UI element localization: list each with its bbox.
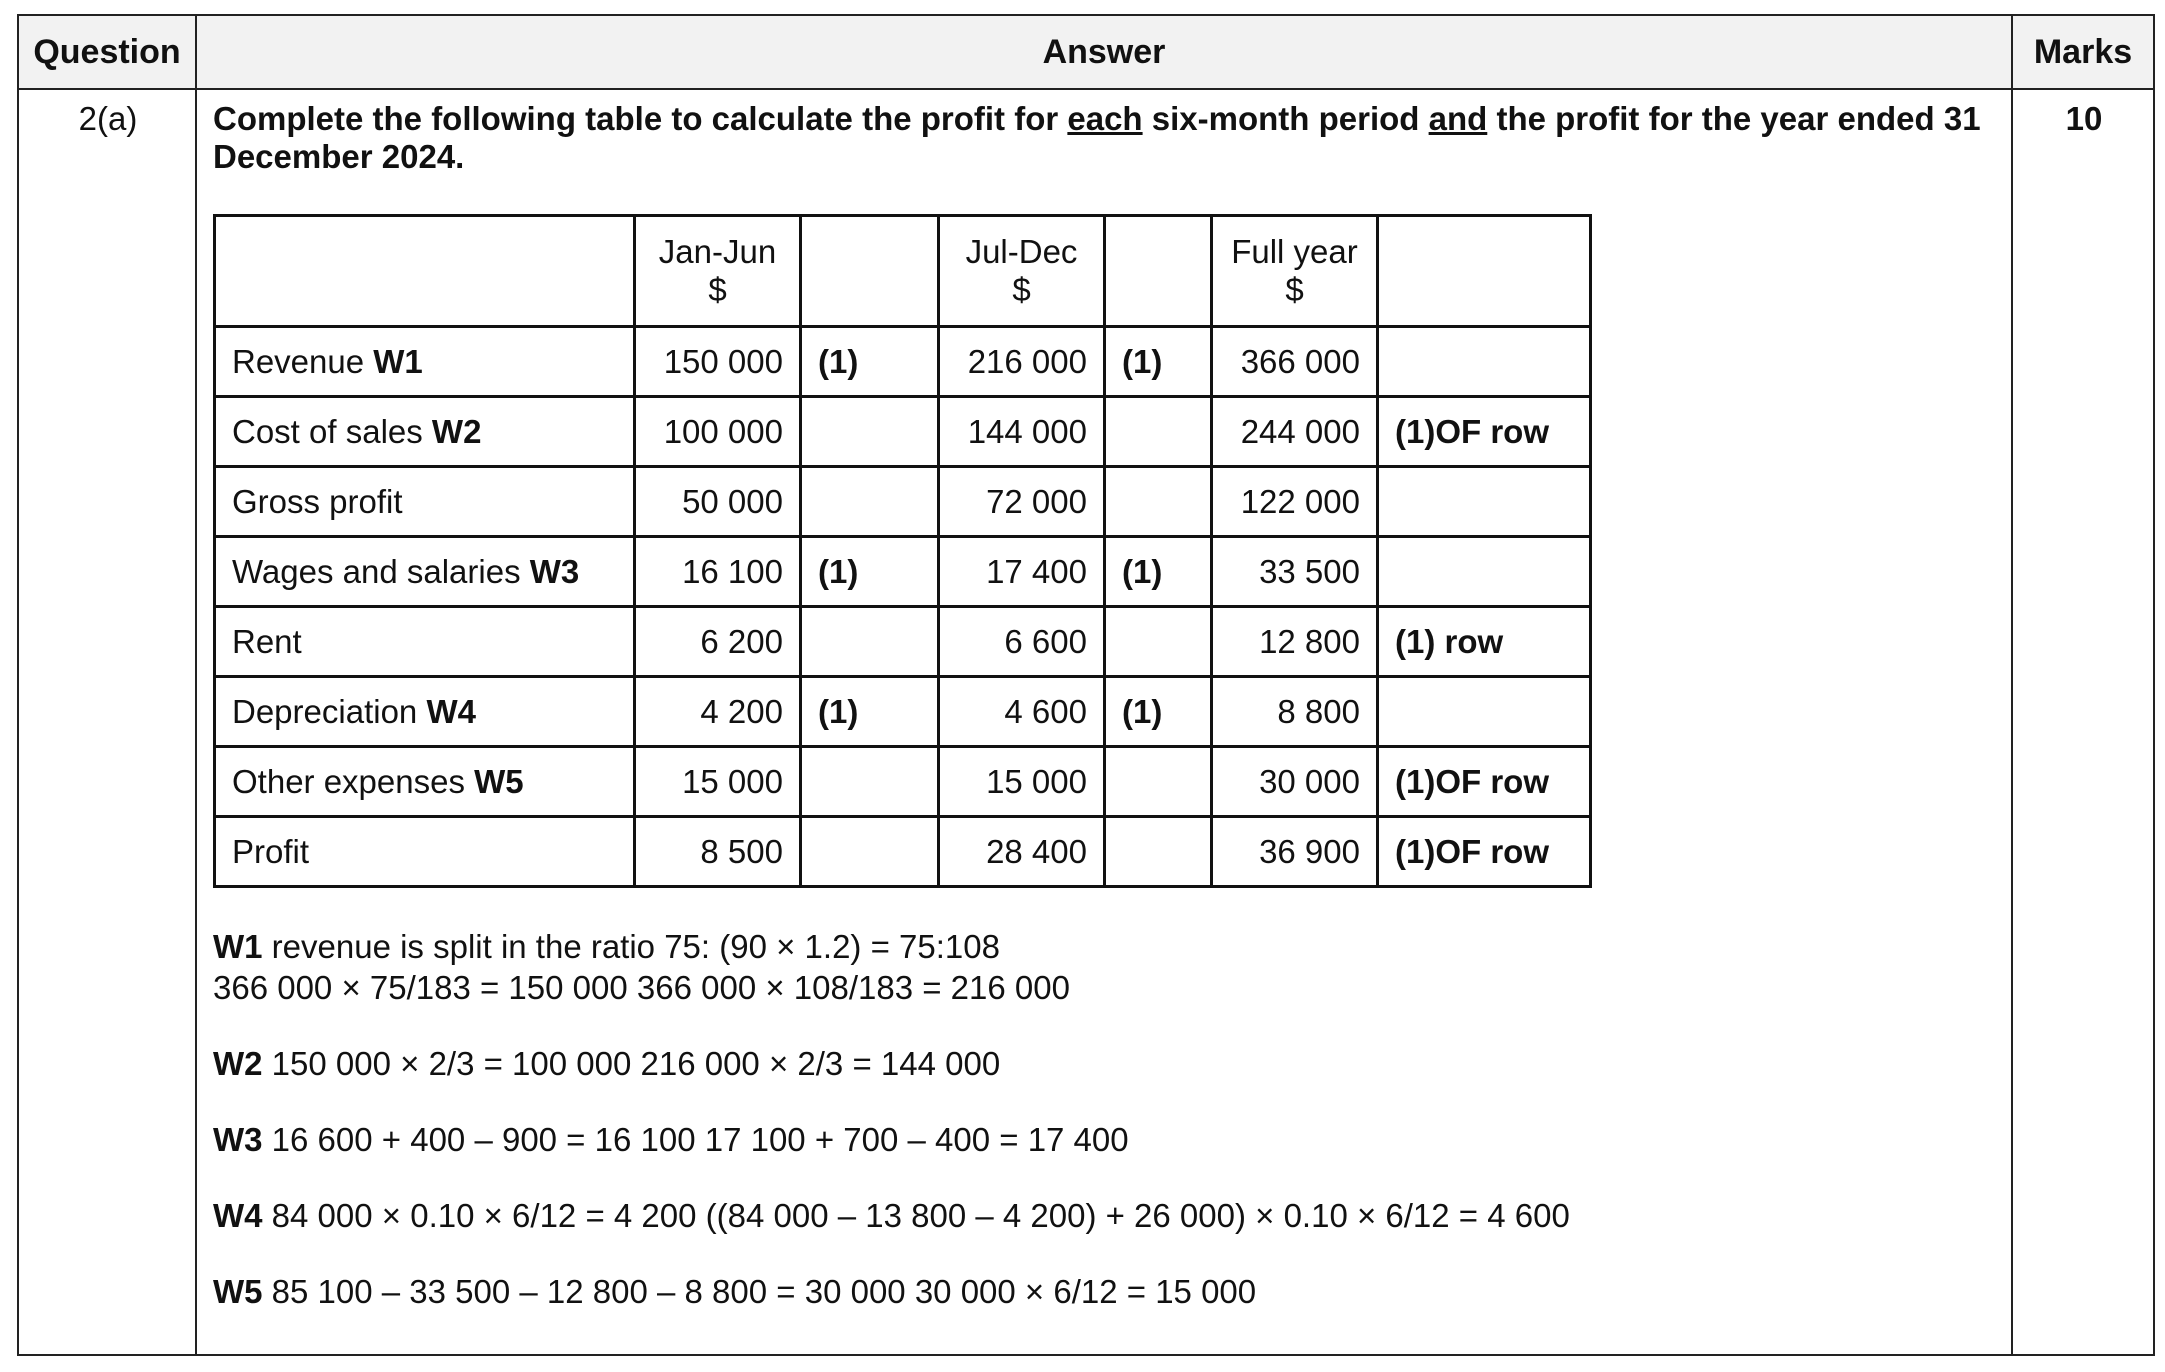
row-label: Gross profit xyxy=(215,467,635,537)
jul-dec-value: 28 400 xyxy=(939,817,1105,887)
workings xyxy=(213,926,2013,1312)
answer-header: Answer xyxy=(197,16,2011,88)
jan-jun-value: 15 000 xyxy=(635,747,801,817)
jan-jun-value: 8 500 xyxy=(635,817,801,887)
jul-dec-mark: (1) xyxy=(1105,327,1212,397)
working-w2 xyxy=(213,1043,2013,1084)
working-w4 xyxy=(213,1195,2013,1236)
full-year-value: 244 000 xyxy=(1212,397,1378,467)
header-divider xyxy=(19,88,2153,90)
mark-scheme-table xyxy=(17,14,2155,1356)
profit-table xyxy=(213,214,1592,888)
blank-header-cell xyxy=(215,216,635,327)
jan-jun-value: 6 200 xyxy=(635,607,801,677)
table-row xyxy=(215,397,1591,467)
emphasis-each: each xyxy=(1067,100,1143,137)
answer-content xyxy=(213,100,2013,1312)
emphasis-and: and xyxy=(1428,100,1488,137)
jan-jun-mark xyxy=(801,747,939,817)
working-line: W3 16 600 + 400 – 900 = 16 100 17 100 + 700 – 400 = 17 400 xyxy=(213,1121,1129,1158)
jul-dec-value: 15 000 xyxy=(939,747,1105,817)
full-year-mark: (1) row xyxy=(1378,607,1591,677)
working-w1 xyxy=(213,926,2013,1008)
working-line: 366 000 × 75/183 = 150 000 366 000 × 108/183 = 216 000 xyxy=(213,969,1070,1006)
jan-jun-header: Jan-Jun $ xyxy=(635,216,801,327)
jul-dec-value: 4 600 xyxy=(939,677,1105,747)
table-row xyxy=(215,677,1591,747)
jan-jun-mark: (1) xyxy=(801,327,939,397)
jul-dec-header: Jul-Dec $ xyxy=(939,216,1105,327)
row-label: Wages and salaries W3 xyxy=(215,537,635,607)
jan-jun-mark: (1) xyxy=(801,677,939,747)
jan-jun-mark xyxy=(801,397,939,467)
full-year-mark xyxy=(1378,537,1591,607)
question-marks: 10 xyxy=(2065,100,2103,137)
jul-dec-mark xyxy=(1105,467,1212,537)
full-year-value: 8 800 xyxy=(1212,677,1378,747)
full-year-mark xyxy=(1378,677,1591,747)
jan-jun-value: 4 200 xyxy=(635,677,801,747)
full-year-value: 30 000 xyxy=(1212,747,1378,817)
jul-dec-value: 144 000 xyxy=(939,397,1105,467)
table-row xyxy=(215,537,1591,607)
row-label: Other expenses W5 xyxy=(215,747,635,817)
table-row xyxy=(215,607,1591,677)
working-w3 xyxy=(213,1119,2013,1160)
full-year-mark: (1)OF row xyxy=(1378,817,1591,887)
working-line: W2 150 000 × 2/3 = 100 000 216 000 × 2/3 = 144 000 xyxy=(213,1045,1001,1082)
working-line: W5 85 100 – 33 500 – 12 800 – 8 800 = 30 000 30 000 × 6/12 = 15 000 xyxy=(213,1273,1257,1310)
jan-jun-value: 50 000 xyxy=(635,467,801,537)
jan-jun-value: 150 000 xyxy=(635,327,801,397)
working-line: W4 84 000 × 0.10 × 6/12 = 4 200 ((84 000 – 13 800 – 4 200) + 26 000) × 0.10 × 6/12 = 4 600 xyxy=(213,1197,1570,1234)
row-label: Profit xyxy=(215,817,635,887)
jan-jun-value: 100 000 xyxy=(635,397,801,467)
jul-dec-value: 72 000 xyxy=(939,467,1105,537)
jul-dec-mark xyxy=(1105,607,1212,677)
jan-jun-mark xyxy=(801,817,939,887)
full-year-mark: (1)OF row xyxy=(1378,747,1591,817)
jan-jun-mark xyxy=(801,467,939,537)
full-year-mark: (1)OF row xyxy=(1378,397,1591,467)
jul-dec-mark: (1) xyxy=(1105,537,1212,607)
jan-jun-mark: (1) xyxy=(801,537,939,607)
full-year-value: 12 800 xyxy=(1212,607,1378,677)
jul-dec-mark xyxy=(1105,747,1212,817)
full-year-mark xyxy=(1378,467,1591,537)
full-year-value: 36 900 xyxy=(1212,817,1378,887)
jul-dec-value: 17 400 xyxy=(939,537,1105,607)
table-row xyxy=(215,327,1591,397)
row-label: Cost of sales W2 xyxy=(215,397,635,467)
table-header-row xyxy=(215,216,1591,327)
marks-header: Marks xyxy=(2013,16,2153,88)
row-label: Depreciation W4 xyxy=(215,677,635,747)
jul-dec-mark xyxy=(1105,397,1212,467)
jul-dec-value: 6 600 xyxy=(939,607,1105,677)
full-year-mark xyxy=(1378,327,1591,397)
question-number: 2(a) xyxy=(78,100,138,137)
jul-dec-value: 216 000 xyxy=(939,327,1105,397)
full-year-value: 33 500 xyxy=(1212,537,1378,607)
row-label: Revenue W1 xyxy=(215,327,635,397)
full-year-value: 366 000 xyxy=(1212,327,1378,397)
full-year-header: Full year $ xyxy=(1212,216,1378,327)
question-header: Question xyxy=(19,16,195,88)
jan-jun-mark xyxy=(801,607,939,677)
jan-jun-value: 16 100 xyxy=(635,537,801,607)
jul-dec-mark xyxy=(1105,817,1212,887)
table-row xyxy=(215,817,1591,887)
table-row xyxy=(215,747,1591,817)
working-w5 xyxy=(213,1271,2013,1312)
row-label: Rent xyxy=(215,607,635,677)
full-year-value: 122 000 xyxy=(1212,467,1378,537)
table-row xyxy=(215,467,1591,537)
question-prompt: Complete the following table to calculate the profit for each six-month period and the profit for the year ended 31 December 2024. xyxy=(213,100,1981,175)
jul-dec-mark: (1) xyxy=(1105,677,1212,747)
question-column-divider xyxy=(195,16,197,1354)
working-line: W1 revenue is split in the ratio 75: (90 × 1.2) = 75:108 xyxy=(213,928,1000,965)
